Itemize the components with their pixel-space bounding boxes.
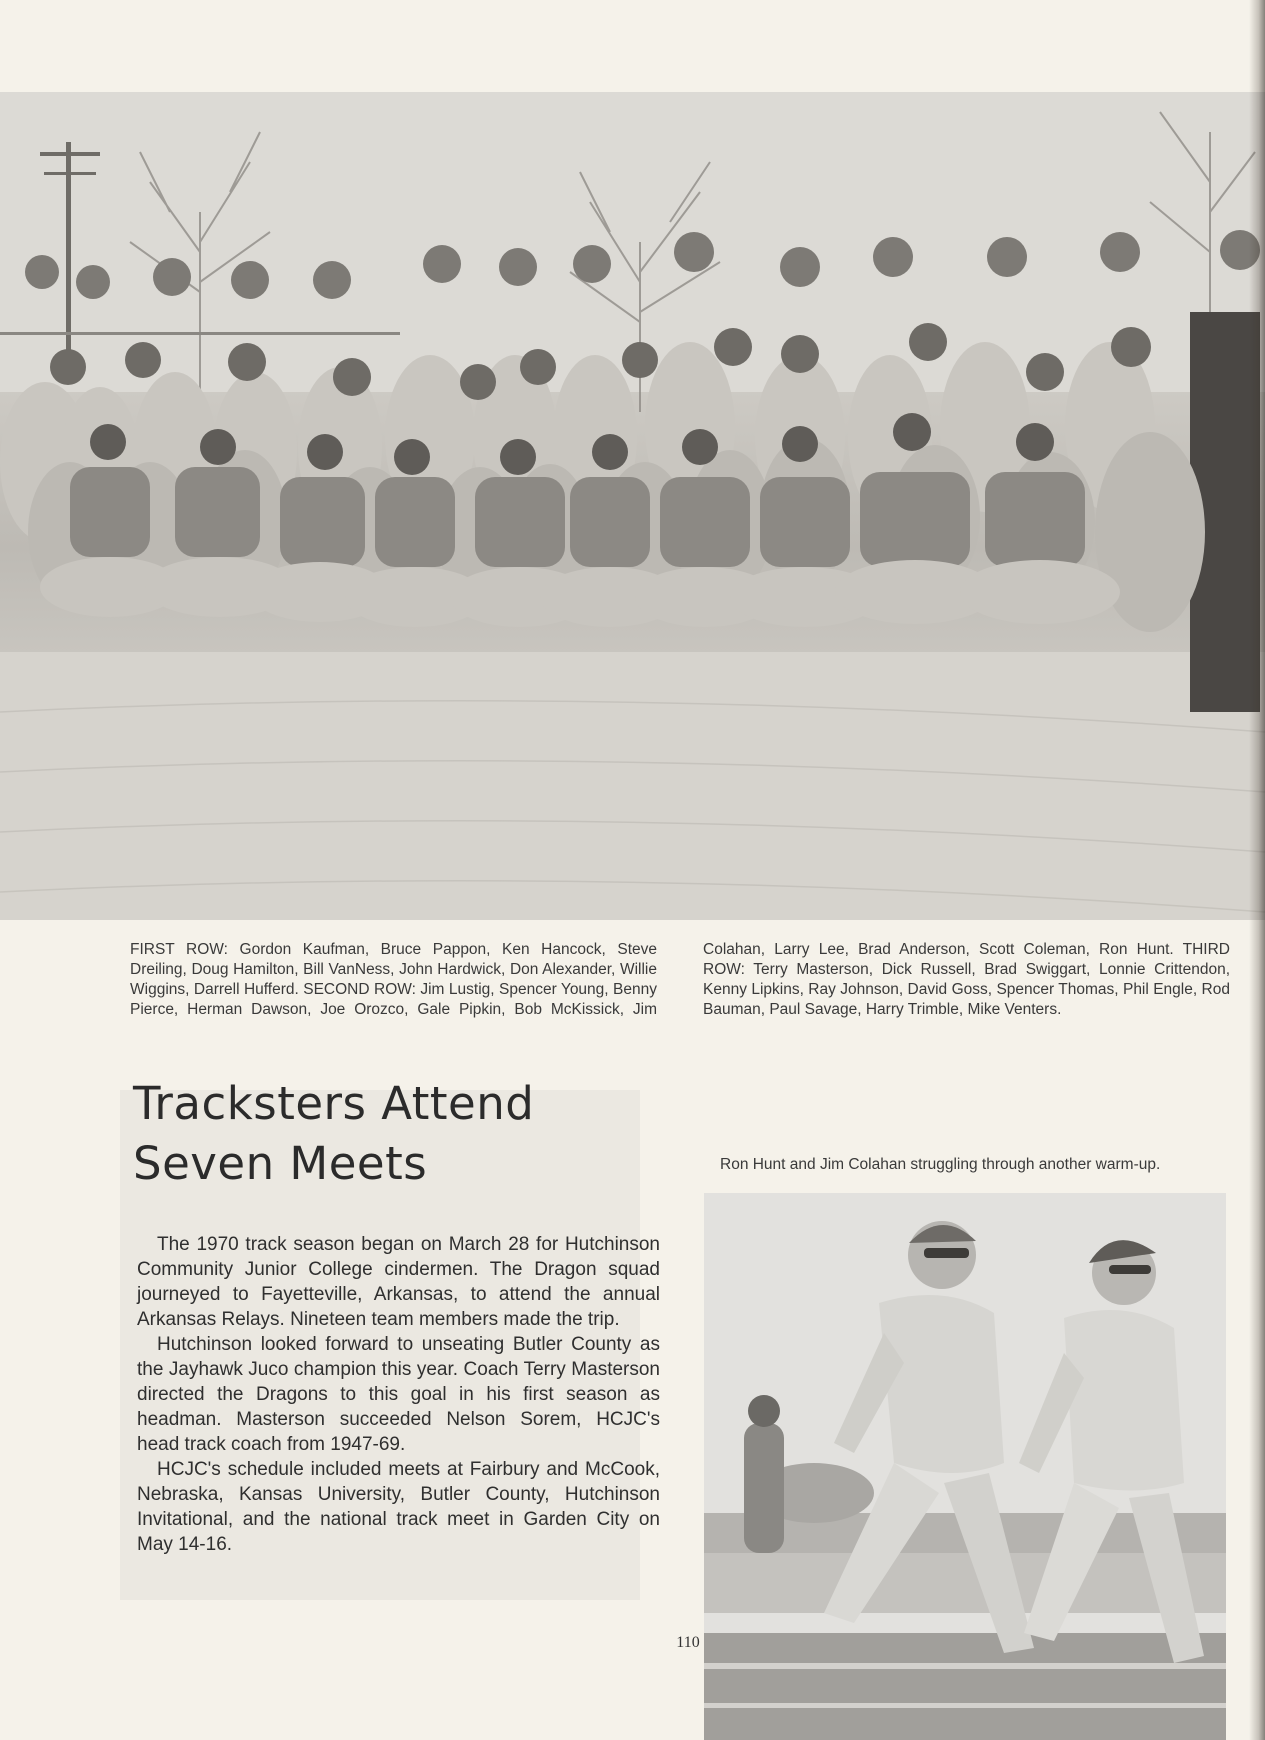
article-paragraph: Hutchinson looked forward to unseating Butler County as the Jayhawk Juco champion this year. Coach Terry Masterson directed the Dragons to this goal in his first season as headman. Masterson succeeded Nelson Sorem, HCJC's head track coach from 1947-69. — [137, 1334, 660, 1455]
runner-photo — [704, 1193, 1226, 1740]
team-roster-caption: FIRST ROW: Gordon Kaufman, Bruce Pappon, Ken Hancock, Steve Dreiling, Doug Hamilton, Bill VanNess, John Hardwick, Don Alexander, Willie Wiggins, Darrell Hufferd. SECOND ROW: Jim Lustig, Spencer Young, Benny Pierce, Herman Dawson, Joe Orozco, Gale Pipkin, Bob McKissick, Jim Colahan, Larry Lee, Brad Anderson, Scott Coleman, Ron Hunt. THIRD ROW: Terry Masterson, Dick Russell, Brad Swiggart, Lonnie Crittendon, Kenny Lipkins, Ray Johnson, David Goss, Spencer Thomas, Phil Engle, Rod Bauman, Paul Savage, Harry Trimble, Mike Venters. — [130, 941, 1230, 1018]
article-title — [133, 1074, 633, 1194]
page-gutter-shadow — [1249, 0, 1265, 1740]
article-title-line-1: Tracksters Attend — [133, 1077, 535, 1130]
page-number: 110 — [676, 1634, 700, 1651]
runners-photo-icon — [704, 1193, 1226, 1740]
article-title-line-2: Seven Meets — [133, 1137, 428, 1190]
article-paragraph: The 1970 track season began on March 28 for Hutchinson Community Junior College cindermen. The Dragon squad journeyed to Fayetteville, Arkansas, to attend the annual Arkansas Relays. Nineteen team members made the trip. — [137, 1234, 660, 1330]
team-photo — [0, 92, 1265, 920]
runner-photo-caption: Ron Hunt and Jim Colahan struggling through another warm-up. — [720, 1156, 1161, 1173]
team-group-photo-icon — [0, 92, 1265, 920]
article-body — [137, 1232, 660, 1557]
article-paragraph: HCJC's schedule included meets at Fairbury and McCook, Nebraska, Kansas University, Butler County, Hutchinson Invitational, and the national track meet in Garden City on May 14-16. — [137, 1459, 660, 1555]
